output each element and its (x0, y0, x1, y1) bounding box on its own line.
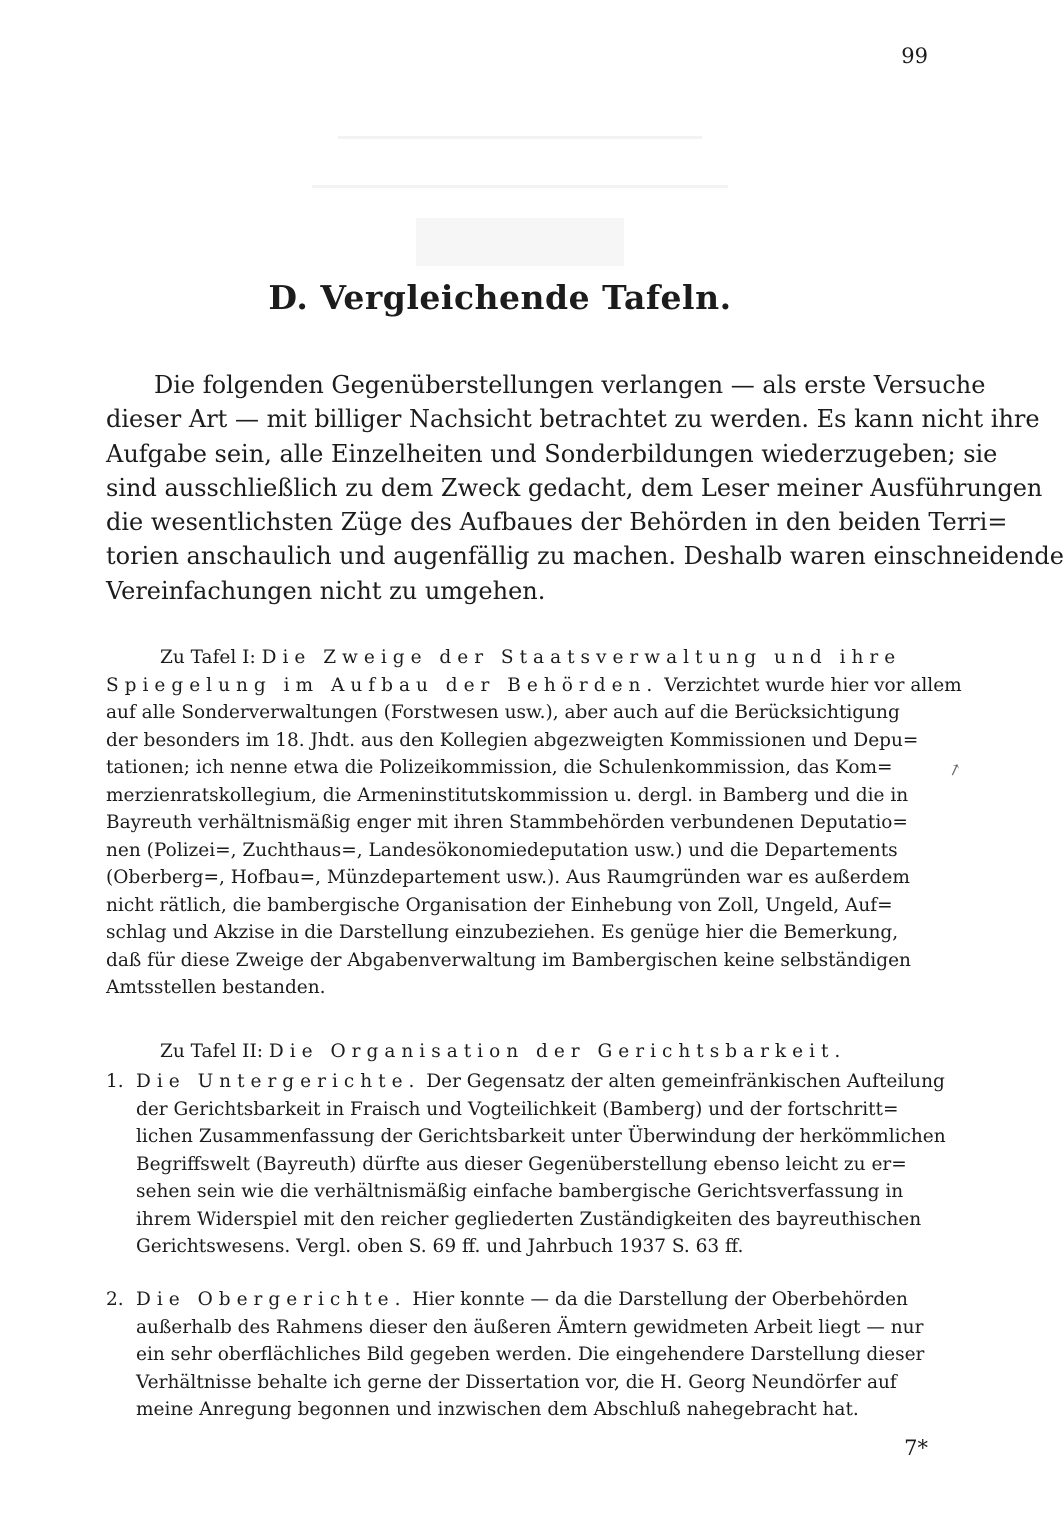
tafel2-title: Die Organisation der Gerichtsbarkeit. (268, 1041, 847, 1062)
item-1-number: 1. (106, 1071, 124, 1092)
tafel1-line: daß für diese Zweige der Abgabenverwaltung im Bambergischen keine selbständigen (106, 949, 911, 971)
intro-paragraph (106, 368, 1064, 608)
item-2-line: außerhalb des Rahmens dieser den äußeren Ämtern gewidmeten Arbeit liegt — nur (136, 1316, 924, 1338)
tafel1-line: der besonders im 18. Jhdt. aus den Kollegien abgezweigten Kommissionen und Depu= (106, 729, 919, 751)
tafel1-line: Amtsstellen bestanden. (106, 977, 326, 998)
tafel2-heading (160, 1038, 920, 1066)
item-2-text: Hier konnte — da die Darstellung der Oberbehörden (406, 1289, 908, 1310)
tafel1-text: Verzichtet wurde hier vor allem (658, 674, 962, 696)
tafel1-line: merzienratskollegium, die Armeninstitutskommission u. dergl. in Bamberg und die in (106, 784, 909, 806)
intro-line: Vereinfachungen nicht zu umgehen. (106, 576, 546, 605)
tafel1-line: schlag und Akzise in die Darstellung einzubeziehen. Es genüge hier die Bemerkung, (106, 922, 899, 943)
item-1-line: Gerichtswesens. Vergl. oben S. 69 ff. und Jahrbuch 1937 S. 63 ff. (136, 1236, 744, 1257)
tafel1-lead: Zu Tafel I: (160, 647, 262, 668)
tafel2-line (160, 1038, 920, 1066)
tafel1-paragraph (106, 644, 962, 1002)
tafel1-line: tationen; ich nenne etwa die Polizeikommission, die Schulenkommission, das Kom= (106, 757, 893, 778)
item-1-line: lichen Zusammenfassung der Gerichtsbarkeit unter Überwindung der herkömmlichen (136, 1126, 946, 1147)
tafel1-line: (Oberberg=, Hofbau=, Münzdepartement usw.). Aus Raumgründen war es außerdem (106, 867, 910, 888)
tafel1-title: Die Zweige der Staatsverwaltung und ihre (261, 647, 902, 668)
item-1-title: Die Untergerichte. (136, 1071, 421, 1092)
item-1 (106, 1068, 946, 1261)
item-1-line: sehen sein wie die verhältnismäßig einfache bambergische Gerichtsverfassung in (136, 1181, 904, 1202)
item-2-line (106, 1286, 928, 1314)
item-2-number: 2. (106, 1289, 124, 1310)
tafel1-line (106, 644, 928, 672)
intro-line: Aufgabe sein, alle Einzelheiten und Sonderbildungen wiederzugeben; sie (106, 439, 998, 468)
tafel1-line: nen (Polizei=, Zuchthaus=, Landesökonomiedeputation usw.) und die Departements (106, 839, 898, 861)
item-2-title: Die Obergerichte. (136, 1289, 407, 1310)
tafel1-title-continued: Spiegelung im Aufbau der Behörden. (106, 674, 659, 696)
item-1-line (106, 1068, 945, 1096)
item-1-text: Der Gegensatz der alten gemeinfränkischen Aufteilung (420, 1071, 945, 1092)
page-number: 99 (901, 44, 928, 68)
intro-line: die wesentlichsten Züge des Aufbaues der Behörden in den beiden Terri= (106, 508, 1008, 537)
item-2-line: Verhältnisse behalte ich gerne der Dissertation vor, die H. Georg Neundörfer auf (136, 1371, 897, 1393)
item-2-line: meine Anregung begonnen und inzwischen dem Abschluß nahegebracht hat. (136, 1399, 859, 1420)
signature-mark: 7* (904, 1436, 928, 1460)
intro-line: dieser Art — mit billiger Nachsicht betrachtet zu werden. Es kann nicht ihre (106, 405, 1040, 434)
tafel1-line: nicht rätlich, die bambergische Organisation der Einhebung von Zoll, Ungeld, Auf= (106, 894, 893, 916)
tafel1-line (106, 672, 962, 700)
intro-line: sind ausschließlich zu dem Zweck gedacht, dem Leser meiner Ausführungen (106, 473, 1043, 502)
tafel1-line: auf alle Sonderverwaltungen (Forstwesen usw.), aber auch auf die Berücksichtigung (106, 702, 900, 723)
section-heading: D. Vergleichende Tafeln. (268, 278, 732, 317)
margin-mark: ↗ (945, 758, 965, 781)
tafel2-lead: Zu Tafel II: (160, 1041, 269, 1062)
intro-line: Die folgenden Gegenüberstellungen verlangen — als erste Versuche (154, 371, 986, 399)
show-through-text (260, 100, 780, 266)
item-1-line: der Gerichtsbarkeit in Fraisch und Vogteilichkeit (Bamberg) und der fortschritt= (136, 1098, 899, 1120)
item-2-line: ein sehr oberflächliches Bild gegeben werden. Die eingehendere Darstellung dieser (136, 1344, 925, 1365)
item-1-line: ihrem Widerspiel mit den reicher gegliederten Zuständigkeiten des bayreuthischen (136, 1208, 922, 1230)
item-1-line: Begriffswelt (Bayreuth) dürfte aus dieser Gegenüberstellung ebenso leicht zu er= (136, 1153, 907, 1175)
tafel1-line: Bayreuth verhältnismäßig enger mit ihren Stammbehörden verbundenen Deputatio= (106, 812, 908, 833)
intro-line: torien anschaulich und augenfällig zu machen. Deshalb waren einschneidende (106, 542, 1064, 571)
item-2 (106, 1286, 928, 1424)
